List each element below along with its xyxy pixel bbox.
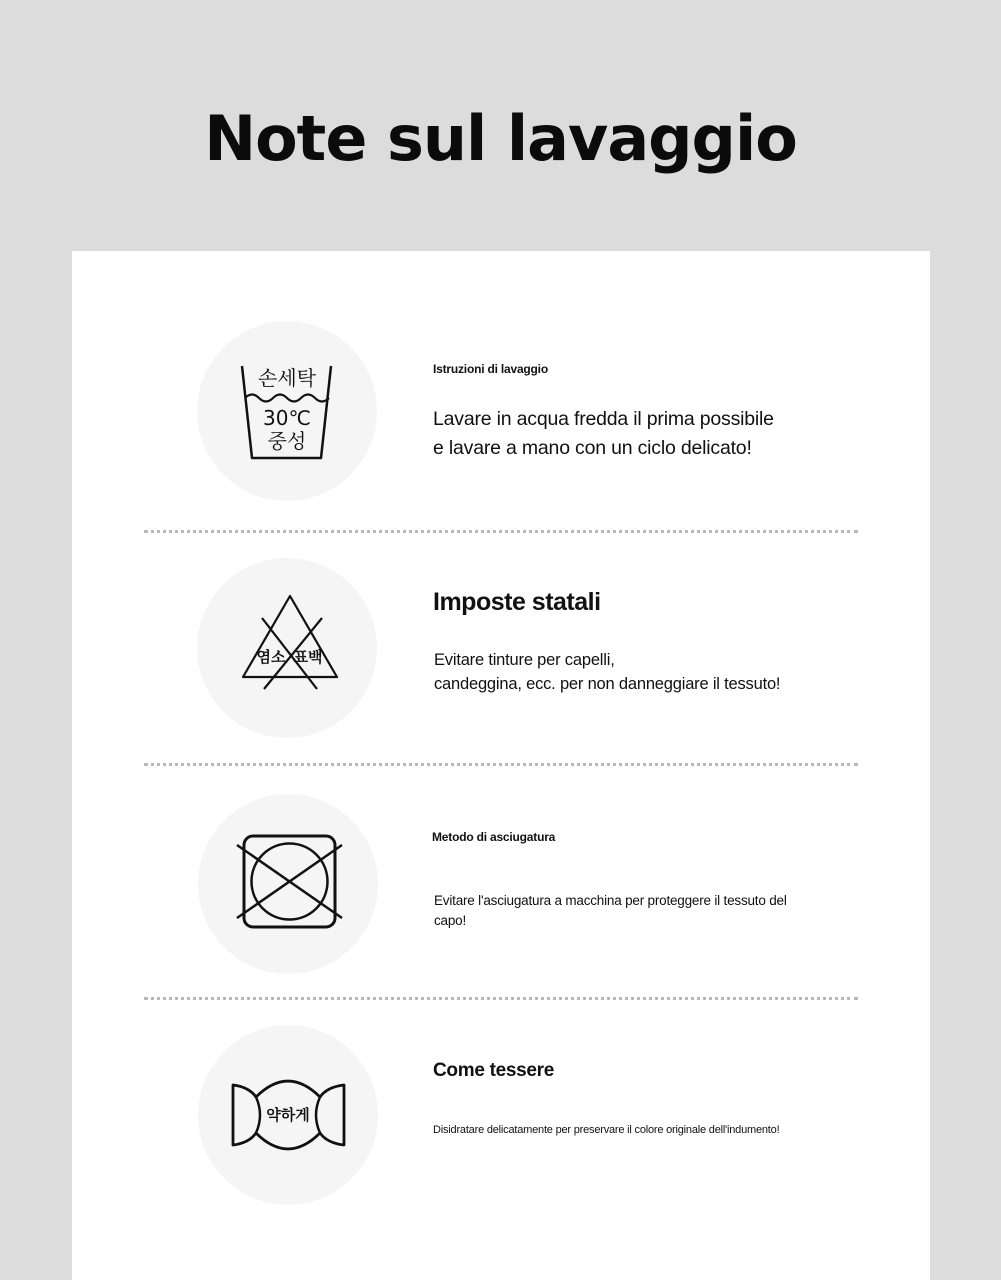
section-description: Lavare in acqua fredda il prima possibile e lavare a mano con un ciclo delicato! [433,408,774,459]
hand-wash-30c-icon [197,321,377,501]
icon-label-temperature: 30℃ [263,406,311,430]
icon-circle [198,1025,378,1205]
section-heading: Imposte statali [433,588,601,616]
section-description: Evitare tinture per capelli, candeggina, ecc. per non danneggiare il tessuto! [434,651,781,693]
icon-label-bleach: 표백 [293,648,323,666]
section-description: Disidratare delicatamente per preservare il colore originale dell'indumento! [433,1124,780,1136]
no-bleach-icon [197,558,377,738]
section-heading: Istruzioni di lavaggio [433,362,548,376]
gentle-wring-icon [198,1025,378,1205]
section-text [433,1060,873,1138]
section-text [433,362,873,463]
icon-label-chlorine: 염소 [256,648,286,666]
divider [144,997,858,1000]
page-title: Note sul lavaggio [204,102,797,175]
section-description: Evitare l'asciugatura a macchina per proteggere il tessuto del capo! [434,893,787,928]
no-tumble-dry-icon [198,794,378,974]
section-text [432,830,872,931]
icon-label-gently: 약하게 [266,1106,310,1124]
section-heading: Come tessere [433,1060,555,1081]
care-card [72,251,930,1280]
icon-label-handwash: 손세탁 [258,366,316,390]
section-heading: Metodo di asciugatura [432,830,556,844]
section-text [433,588,873,696]
divider [144,763,858,766]
icon-circle [197,558,377,738]
icon-circle [198,794,378,974]
divider [144,530,858,533]
icon-circle [197,321,377,501]
icon-label-neutral: 중성 [267,429,307,453]
